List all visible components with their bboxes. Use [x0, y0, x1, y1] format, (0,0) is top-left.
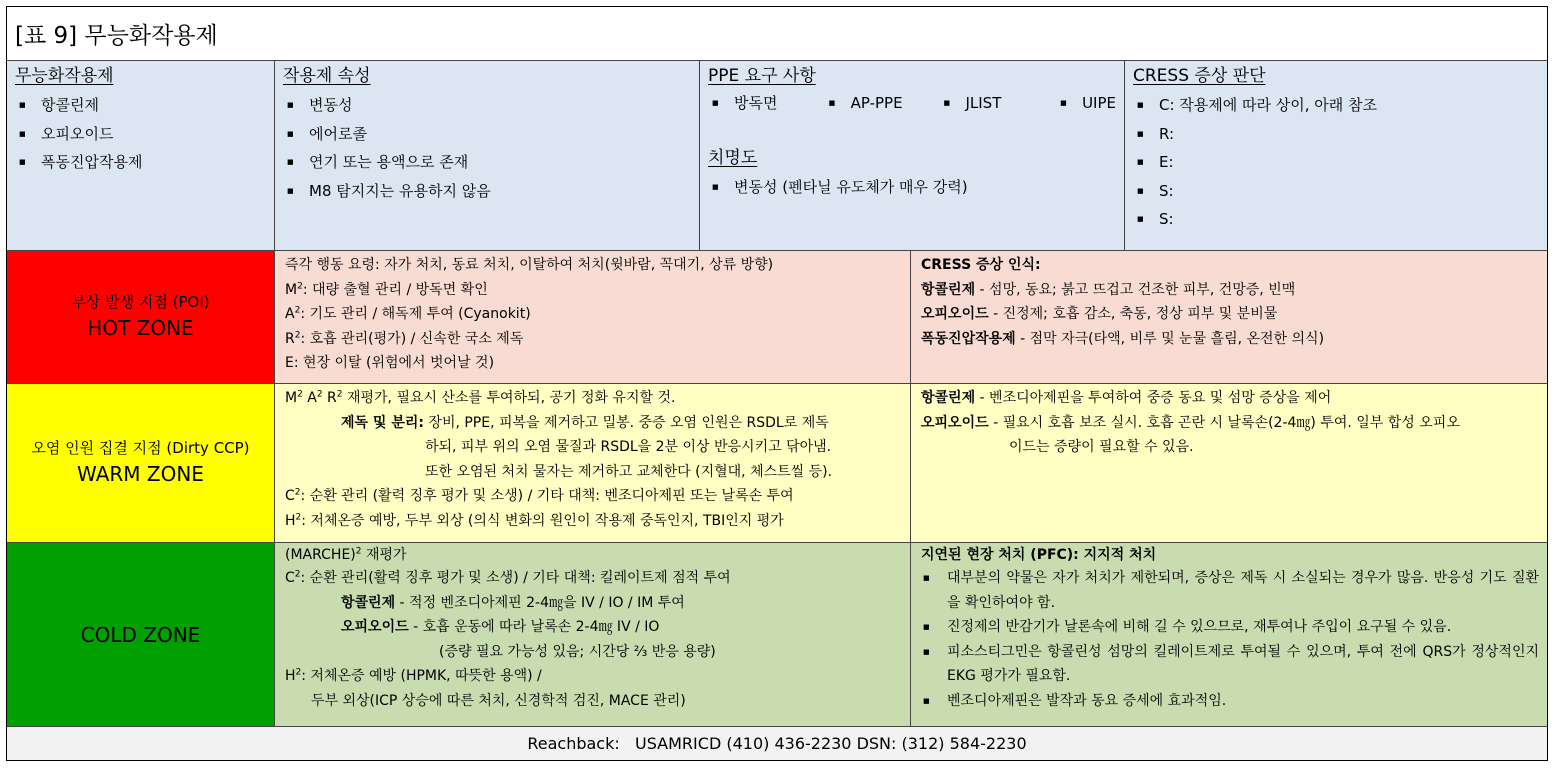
agent-treatment: - 적정 벤조디아제핀 2-4㎎을 IV / IO / IM 투여 — [395, 594, 685, 611]
ppe-heading: PPE 요구 사항 — [708, 66, 816, 86]
superscript: 2 — [297, 280, 303, 291]
agent-treatment: 이드는 증량이 필요할 수 있음. — [1009, 439, 1194, 455]
immediate-actions: 즉각 행동 요령: 자가 처치, 동료 처치, 이탈하여 처치(윗바람, 꼭대기, 상류 방향) — [285, 257, 774, 273]
agent-treatment: (증량 필요 가능성 있음; 시간당 ⅔ 반응 용량) — [439, 643, 716, 660]
ppe-cell — [700, 61, 1125, 251]
pfc-item: ■ 피소스티그민은 항콜린성 섬망의 킬레이트제로 투여될 수 있으며, 투여 전에 QRS가 정상적인지 EKG 평가가 필요함. — [921, 640, 1539, 689]
ppe-item: ■ UIPE — [1056, 91, 1116, 115]
ppe-item: ■ JLIST — [939, 91, 1056, 115]
agent-name: 오피오이드 — [921, 306, 989, 322]
decon-text: 또한 오염된 처치 물자는 제거하고 교체한다 (지혈대, 체스트씰 등). — [425, 463, 833, 480]
agent-symptoms: - 점막 자극(타액, 비루 및 눈물 흘림, 온전한 의식) — [1015, 330, 1325, 347]
m-letter: M — [285, 281, 298, 298]
agent-treatment: - 호흡 운동에 따라 날록손 2-4㎎ IV / IO — [408, 619, 660, 635]
agent-item: ■ 폭동진압작용제 — [15, 148, 266, 177]
properties-cell — [275, 61, 700, 251]
agent-name: 항콜린제 — [341, 594, 396, 611]
agent-name: 항콜린제 — [921, 281, 976, 298]
a-action: : 기도 관리 / 해독제 투여 (Cyanokit) — [300, 306, 531, 322]
cress-item: ■ S: — [1133, 205, 1539, 234]
hot-zone-cress — [911, 251, 1547, 384]
property-item: ■ M8 탐지지는 유용하지 않음 — [283, 177, 691, 206]
cress-item: ■ R: — [1133, 120, 1539, 149]
decon-text: 장비, PPE, 피복을 제거하고 밀봉. 중증 오염 인원은 RSDL로 제독 — [423, 414, 829, 431]
agent-symptoms: - 진정제; 호흡 감소, 축동, 정상 피부 및 분비물 — [988, 306, 1278, 322]
hot-zone-label — [7, 251, 275, 384]
warm-zone-treatment — [911, 384, 1547, 543]
reachback-text: Reachback: USAMRICD (410) 436-2230 DSN: (312) 584-2230 — [527, 734, 1027, 753]
cress-item: ■ E: — [1133, 148, 1539, 177]
warm-zone-label — [7, 384, 275, 543]
c-letter: C — [285, 488, 295, 504]
hot-zone-title: HOT ZONE — [87, 316, 194, 340]
decon-label: 제독 및 분리: — [341, 414, 424, 431]
superscript: 2 — [336, 389, 343, 400]
agent-symptoms: - 섬망, 동요; 붉고 뜨겁고 건조한 피부, 건망증, 빈맥 — [975, 281, 1296, 298]
superscript: 2 — [294, 329, 301, 340]
property-item: ■ 에어로졸 — [283, 120, 691, 149]
agent-item: ■ 항콜린제 — [15, 91, 266, 120]
h-action: : 저체온증 예방 (HPMK, 따뜻한 용액) / — [301, 668, 542, 684]
cold-zone-pfc — [911, 543, 1547, 727]
superscript: 2 — [294, 487, 301, 498]
c-action: : 순환 관리(활력 징후 평가 및 소생) / 기타 대책: 킬레이트제 점적 투여 — [300, 570, 731, 586]
h-letter: H — [285, 512, 296, 529]
superscript: 2 — [294, 569, 301, 580]
cress-cell — [1125, 61, 1547, 251]
r-action: : 호흡 관리(평가) / 신속한 국소 제독 — [300, 330, 524, 347]
h-action: : 저체온증 예방, 두부 외상 (의식 변화의 원인이 작용제 중독인지, TBI인지 평가 — [301, 512, 784, 529]
reassess-text: 재평가, 필요시 산소를 투여하되, 공기 정화 유지할 것. — [342, 390, 676, 406]
pfc-title: 지연된 현장 처치 (PFC): 지지적 처치 — [921, 547, 1157, 563]
m-letter: M — [285, 390, 298, 406]
pfc-item: ■ 대부분의 약물은 자가 처치가 제한되며, 증상은 제독 시 소실되는 경우가 많음. 반응성 기도 질환을 확인하여야 함. — [921, 566, 1539, 615]
r-letter: R — [322, 390, 337, 406]
h-action: 두부 외상(ICP 상승에 따른 처치, 신경학적 검진, MACE 관리) — [311, 692, 686, 709]
properties-heading: 작용제 속성 — [283, 66, 371, 86]
table-frame — [6, 6, 1548, 761]
agent-name: 오피오이드 — [341, 619, 409, 635]
property-item: ■ 연기 또는 용액으로 존재 — [283, 148, 691, 177]
decon-text: 하되, 피부 위의 오염 물질과 RSDL을 2분 이상 반응시키고 닦아냄. — [425, 439, 832, 455]
ppe-item: ■ 방독면 — [708, 91, 825, 115]
pfc-item: ■ 벤조디아제핀은 발작과 동요 증세에 효과적임. — [921, 689, 1539, 714]
agent-treatment: - 벤조디아제핀을 투여하여 중증 동요 및 섬망 증상을 제어 — [975, 390, 1332, 406]
cress-recognition-title: CRESS 증상 인식: — [921, 257, 1041, 273]
superscript: 2 — [355, 546, 362, 557]
warm-zone-actions — [275, 384, 911, 543]
pfc-item: ■ 진정제의 반감기가 날론속에 비해 길 수 있으므로, 재투여나 주입이 요구될 수 있음. — [921, 615, 1539, 640]
reachback-footer — [7, 727, 1547, 760]
agents-cell — [7, 61, 275, 251]
agents-heading: 무능화작용제 — [15, 66, 114, 86]
a-letter: A — [285, 306, 295, 322]
lethality-heading: 치명도 — [708, 148, 758, 168]
warm-zone-ccp: 오염 인원 집결 지점 (Dirty CCP) — [31, 439, 250, 457]
cress-item: ■ S: — [1133, 177, 1539, 206]
cress-heading: CRESS 증상 판단 — [1133, 66, 1266, 86]
superscript: 2 — [295, 667, 302, 678]
superscript: 2 — [295, 511, 302, 522]
warm-zone-title: WARM ZONE — [77, 462, 204, 486]
c-action: : 순환 관리 (활력 징후 평가 및 소생) / 기타 대책: 벤조디아제핀 또는 날록손 투여 — [300, 488, 794, 504]
marche-label: (MARCHE) — [285, 547, 356, 563]
agent-item: ■ 오피오이드 — [15, 120, 266, 149]
reassess-text: 재평가 — [361, 547, 407, 563]
e-action: E: 현장 이탈 (위험에서 벗어날 것) — [285, 355, 495, 371]
cold-zone-actions — [275, 543, 911, 727]
superscript: 2 — [297, 389, 303, 400]
cress-item: ■ C: 작용제에 따라 상이, 아래 참조 — [1133, 91, 1539, 120]
agent-name: 오피오이드 — [921, 414, 989, 431]
table-title — [7, 7, 1547, 61]
r-letter: R — [285, 330, 295, 347]
superscript: 2 — [294, 305, 301, 316]
agent-name: 폭동진압작용제 — [921, 330, 1016, 347]
hot-zone-poi: 부상 발생 지점 (POI) — [71, 293, 210, 311]
ppe-item: ■ AP-PPE — [825, 91, 940, 115]
lethality-item: ■ 변동성 (펜타닐 유도체가 매우 강력) — [708, 173, 1116, 202]
c-letter: C — [285, 570, 295, 586]
hot-zone-actions — [275, 251, 911, 384]
property-item: ■ 변동성 — [283, 91, 691, 120]
agent-treatment: - 필요시 호흡 보조 실시. 호흡 곤란 시 날록손(2-4㎎) 투여. 일부 합성 오피오 — [988, 414, 1460, 431]
cold-zone-label — [7, 543, 275, 727]
h-letter: H — [285, 668, 296, 684]
m-action: : 대량 출혈 관리 / 방독면 확인 — [302, 281, 488, 298]
superscript: 2 — [316, 389, 323, 400]
agent-name: 항콜린제 — [921, 390, 976, 406]
cold-zone-title: COLD ZONE — [80, 622, 201, 647]
title-text: [표 9] 무능화작용제 — [15, 23, 218, 49]
a-letter: A — [302, 390, 317, 406]
